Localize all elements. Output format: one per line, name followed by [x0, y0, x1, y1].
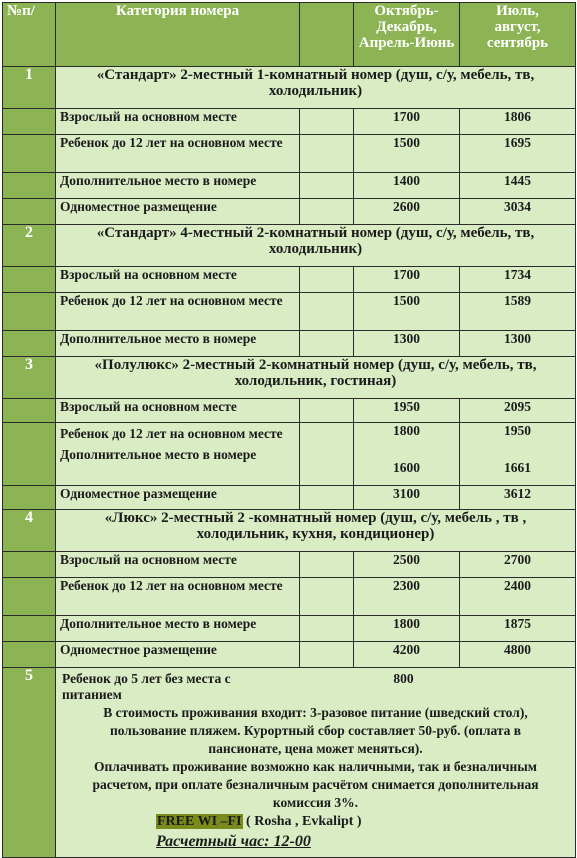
table-row — [3, 135, 576, 173]
wifi-label: FREE WI –FI — [157, 814, 242, 829]
price-season: 3034 — [460, 199, 576, 225]
price-offseason: 1500 — [354, 293, 460, 331]
section-title-row — [3, 225, 576, 267]
section-number: 1 — [3, 67, 56, 109]
row-label-pair — [56, 423, 300, 486]
price-season: 1806 — [460, 109, 576, 135]
price-offseason: 2500 — [354, 552, 460, 578]
price-offseason: 1950 — [354, 399, 460, 423]
wifi-networks: ( Rosha , Evkalipt ) — [242, 814, 362, 829]
row-label: Взрослый на основном месте — [56, 109, 300, 135]
price-offseason: 1300 — [354, 331, 460, 357]
row-label: Дополнительное место в номере — [56, 331, 300, 357]
section-title-row — [3, 357, 576, 399]
section-title: «Стандарт» 4-местный 2-комнатный номер (душ, с/у, мебель, тв, холодильник) — [56, 225, 576, 267]
price-offseason: 1500 — [354, 135, 460, 173]
section-number: 5 — [3, 668, 56, 858]
price-season: 1950 — [504, 423, 531, 438]
section-title-row — [3, 510, 576, 552]
header-num: №п/ — [3, 3, 56, 67]
note-line: пансионате, цена может меняться). — [208, 741, 423, 756]
price-offseason-pair — [354, 423, 460, 486]
row-label: Дополнительное место в номере — [56, 173, 300, 199]
table-row — [3, 423, 576, 486]
note-line: расчетом, при оплате безналичным расчётом снимается дополнительная — [92, 777, 539, 792]
price-offseason: 2300 — [354, 578, 460, 616]
wifi-info — [56, 814, 575, 830]
section-title: «Стандарт» 2-местный 1-комнатный номер (душ, с/у, мебель, тв, холодильник) — [56, 67, 576, 109]
row-label: Ребенок до 12 лет на основном месте — [56, 293, 300, 331]
table-row — [3, 331, 576, 357]
price-season: 1589 — [460, 293, 576, 331]
price-season: 1734 — [460, 267, 576, 293]
table-row — [3, 642, 576, 668]
row-label: Ребенок до 12 лет на основном месте — [56, 578, 300, 616]
table-row — [3, 109, 576, 135]
row-label: Одноместное размещение — [56, 642, 300, 668]
price-offseason: 2600 — [354, 199, 460, 225]
price-offseason: 1400 — [354, 173, 460, 199]
section-5-row — [3, 668, 576, 858]
price-offseason: 1700 — [354, 267, 460, 293]
price-offseason: 4200 — [354, 642, 460, 668]
price-season: 1661 — [504, 460, 531, 475]
price-season-pair — [460, 423, 576, 486]
table-row — [3, 199, 576, 225]
row-label: Дополнительное место в номере — [60, 447, 257, 462]
header-period1: Октябрь- Декабрь, Апрель-Июнь — [354, 3, 460, 67]
note-line: Оплачивать проживание возможно как наличными, так и безналичным — [94, 759, 537, 774]
section-title-row — [3, 67, 576, 109]
price-season: 2700 — [460, 552, 576, 578]
price-offseason: 1600 — [393, 460, 420, 475]
header-category: Категория номера — [56, 3, 300, 67]
row-label: Дополнительное место в номере — [56, 616, 300, 642]
section-title: «Полулюкс» 2-местный 2-комнатный номер (душ, с/у, мебель, тв, холодильник, гостиная) — [56, 357, 576, 399]
price-season: 1875 — [460, 616, 576, 642]
price-offseason: 3100 — [354, 486, 460, 510]
price-offseason: 1800 — [393, 423, 420, 438]
row-label: Взрослый на основном месте — [56, 552, 300, 578]
price-season: 1695 — [460, 135, 576, 173]
section-number: 4 — [3, 510, 56, 552]
row-label: Взрослый на основном месте — [56, 267, 300, 293]
row-label: Ребенок до 12 лет на основном месте — [60, 426, 283, 441]
terms-notes — [56, 704, 575, 812]
row-label: Одноместное размещение — [56, 486, 300, 510]
price-season: 4800 — [460, 642, 576, 668]
checkout-time: Расчетный час: 12-00 — [156, 833, 311, 850]
table-row — [3, 399, 576, 423]
table-row — [3, 616, 576, 642]
table-row — [3, 486, 576, 510]
note-line: комиссия 3%. — [272, 795, 359, 810]
table-row — [3, 173, 576, 199]
price-season: 3612 — [460, 486, 576, 510]
table-row — [3, 293, 576, 331]
row-label: Ребенок до 5 лет без места с питанием — [62, 671, 231, 702]
price-season: 1445 — [460, 173, 576, 199]
price-season: 2400 — [460, 578, 576, 616]
section-number: 2 — [3, 225, 56, 267]
header-row — [3, 3, 576, 67]
note-line: пользование пляжем. Курортный сбор составляет 50-руб. (оплата в — [109, 723, 522, 738]
section-5-content — [56, 668, 576, 858]
row-label: Одноместное размещение — [56, 199, 300, 225]
table-row — [3, 552, 576, 578]
section-title: «Люкс» 2-местный 2 -комнатный номер (душ, с/у, мебель , тв , холодильник, кухня, кондиционер) — [56, 510, 576, 552]
table-row — [3, 267, 576, 293]
table-row — [3, 578, 576, 616]
child-price: 800 — [393, 671, 414, 686]
note-line: В стоимость проживания входит: 3-разовое питание (шведский стол), — [103, 705, 528, 720]
row-label: Взрослый на основном месте — [56, 399, 300, 423]
price-season: 2095 — [460, 399, 576, 423]
price-table — [2, 2, 576, 858]
price-offseason: 1800 — [354, 616, 460, 642]
price-season: 1300 — [460, 331, 576, 357]
header-period2: Июль, август, сентябрь — [460, 3, 576, 67]
section-number: 3 — [3, 357, 56, 399]
price-offseason: 1700 — [354, 109, 460, 135]
header-spacer — [300, 3, 354, 67]
row-label: Ребенок до 12 лет на основном месте — [56, 135, 300, 173]
